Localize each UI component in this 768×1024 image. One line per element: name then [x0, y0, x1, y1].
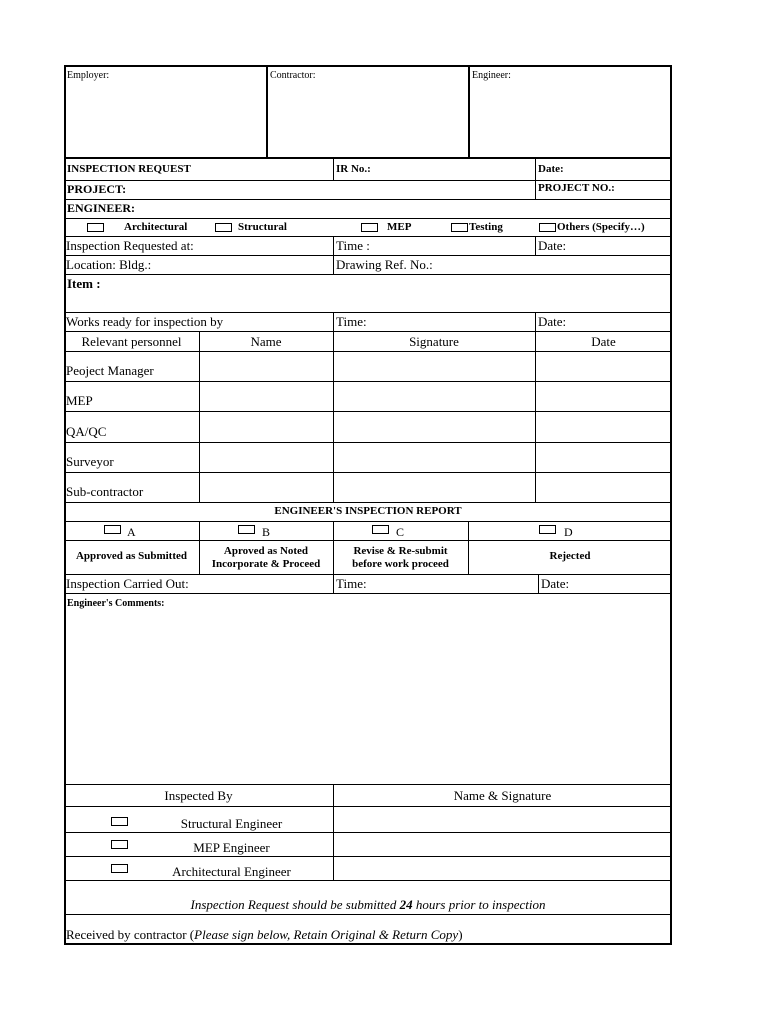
personnel-header: Relevant personnel — [81, 334, 182, 349]
table-row: Sub-contractor — [66, 484, 144, 499]
option-b-code: B — [262, 525, 271, 539]
mep-engineer-label: MEP Engineer — [193, 840, 270, 855]
notice-hours: 24 — [399, 897, 413, 912]
date-header: Date — [591, 334, 616, 349]
option-d-label: Rejected — [549, 550, 591, 562]
architectural-checkbox[interactable] — [87, 223, 104, 232]
table-row: Surveyor — [66, 454, 114, 469]
option-c-checkbox[interactable] — [372, 525, 389, 534]
option-b-checkbox[interactable] — [238, 525, 255, 534]
inspection-request-form — [64, 65, 672, 945]
divider — [64, 381, 672, 382]
others-checkbox[interactable] — [539, 223, 556, 232]
option-c-label: Revise & Re-submit — [353, 545, 448, 557]
submission-notice — [64, 898, 672, 911]
border-right — [670, 65, 672, 945]
structural-engineer-label: Structural Engineer — [180, 816, 283, 831]
border-left — [64, 65, 66, 945]
option-b-label: Aproved as Noted — [223, 545, 309, 557]
item-label: Item : — [67, 276, 101, 291]
table-row: MEP — [66, 393, 93, 408]
divider — [64, 351, 672, 352]
option-b-sublabel: Incorporate & Proceed — [211, 558, 321, 570]
option-a-checkbox[interactable] — [104, 525, 121, 534]
divider — [266, 65, 268, 158]
notice-text: Inspection Request should be submitted — [190, 897, 397, 912]
works-ready-label: Works ready for inspection by — [66, 314, 224, 329]
divider — [538, 574, 539, 593]
time-label: Time: — [336, 576, 367, 591]
drawing-ref-label: Drawing Ref. No.: — [336, 257, 433, 272]
divider — [64, 574, 672, 575]
option-d-checkbox[interactable] — [539, 525, 556, 534]
divider — [468, 521, 469, 574]
table-row: QA/QC — [66, 424, 107, 439]
project-label: PROJECT: — [67, 182, 127, 196]
divider — [468, 65, 470, 158]
divider — [64, 274, 672, 275]
received-note: Please sign below, Retain Original & Return Copy — [194, 927, 459, 942]
divider — [333, 331, 334, 502]
engineer-comments-label: Engineer's Comments: — [67, 598, 165, 609]
divider — [64, 856, 672, 857]
divider — [64, 784, 672, 785]
divider — [333, 158, 334, 180]
divider — [535, 236, 536, 255]
date-label: Date: — [538, 314, 567, 329]
name-header: Name — [250, 334, 282, 349]
time-label: Time: — [336, 314, 367, 329]
received-close: ) — [458, 927, 463, 942]
divider — [64, 411, 672, 412]
signature-header: Signature — [409, 334, 459, 349]
project-no-label: PROJECT NO.: — [538, 182, 615, 194]
border-top — [64, 65, 672, 67]
border-bottom — [64, 943, 672, 945]
name-signature-header: Name & Signature — [453, 788, 552, 803]
mep-label: MEP — [387, 221, 412, 233]
divider — [64, 502, 672, 503]
location-label: Location: Bldg.: — [66, 257, 152, 272]
divider — [64, 331, 672, 332]
structural-label: Structural — [238, 221, 287, 233]
received-by-contractor — [66, 928, 463, 941]
employer-label: Employer: — [67, 70, 110, 81]
divider — [333, 574, 334, 593]
inspection-requested-at: Inspection Requested at: — [66, 238, 194, 253]
option-d-code: D — [564, 525, 573, 539]
structural-checkbox[interactable] — [215, 223, 232, 232]
table-row: Peoject Manager — [66, 363, 154, 378]
architectural-label: Architectural — [124, 221, 188, 233]
engineer-label: Engineer: — [472, 70, 511, 81]
divider — [199, 331, 200, 502]
testing-label: Testing — [469, 221, 503, 233]
divider — [333, 312, 334, 331]
divider — [64, 880, 672, 881]
others-label: Others (Specify…) — [557, 221, 645, 233]
divider — [64, 236, 672, 237]
received-label: Received by contractor ( — [66, 927, 195, 942]
divider — [64, 540, 672, 541]
divider — [64, 442, 672, 443]
divider — [64, 218, 672, 219]
mep-checkbox[interactable] — [361, 223, 378, 232]
divider — [535, 331, 536, 502]
date-label: Date: — [538, 163, 564, 175]
divider — [64, 521, 672, 522]
report-title: ENGINEER'S INSPECTION REPORT — [274, 505, 462, 517]
divider — [333, 236, 334, 274]
ir-no-label: IR No.: — [336, 163, 371, 175]
divider — [64, 832, 672, 833]
divider — [64, 914, 672, 915]
option-c-sublabel: before work proceed — [352, 558, 449, 570]
engineer-section-label: ENGINEER: — [67, 201, 136, 215]
divider — [64, 255, 672, 256]
divider — [64, 806, 672, 807]
divider — [64, 199, 672, 200]
divider — [64, 180, 672, 181]
inspection-carried-out: Inspection Carried Out: — [66, 576, 189, 591]
divider — [64, 593, 672, 594]
divider — [535, 158, 536, 199]
notice-text: hours prior to inspection — [415, 897, 546, 912]
divider — [64, 312, 672, 313]
divider — [535, 312, 536, 331]
date-label: Date: — [538, 238, 567, 253]
divider — [64, 157, 672, 159]
contractor-label: Contractor: — [270, 70, 316, 81]
option-a-code: A — [127, 525, 136, 539]
time-label: Time : — [336, 238, 370, 253]
divider — [64, 472, 672, 473]
testing-checkbox[interactable] — [451, 223, 468, 232]
inspected-by-header: Inspected By — [164, 788, 233, 803]
architectural-engineer-label: Architectural Engineer — [172, 864, 291, 879]
inspection-request-title: INSPECTION REQUEST — [67, 163, 191, 175]
date-label: Date: — [541, 576, 570, 591]
option-a-label: Approved as Submitted — [75, 550, 188, 562]
option-c-code: C — [396, 525, 405, 539]
